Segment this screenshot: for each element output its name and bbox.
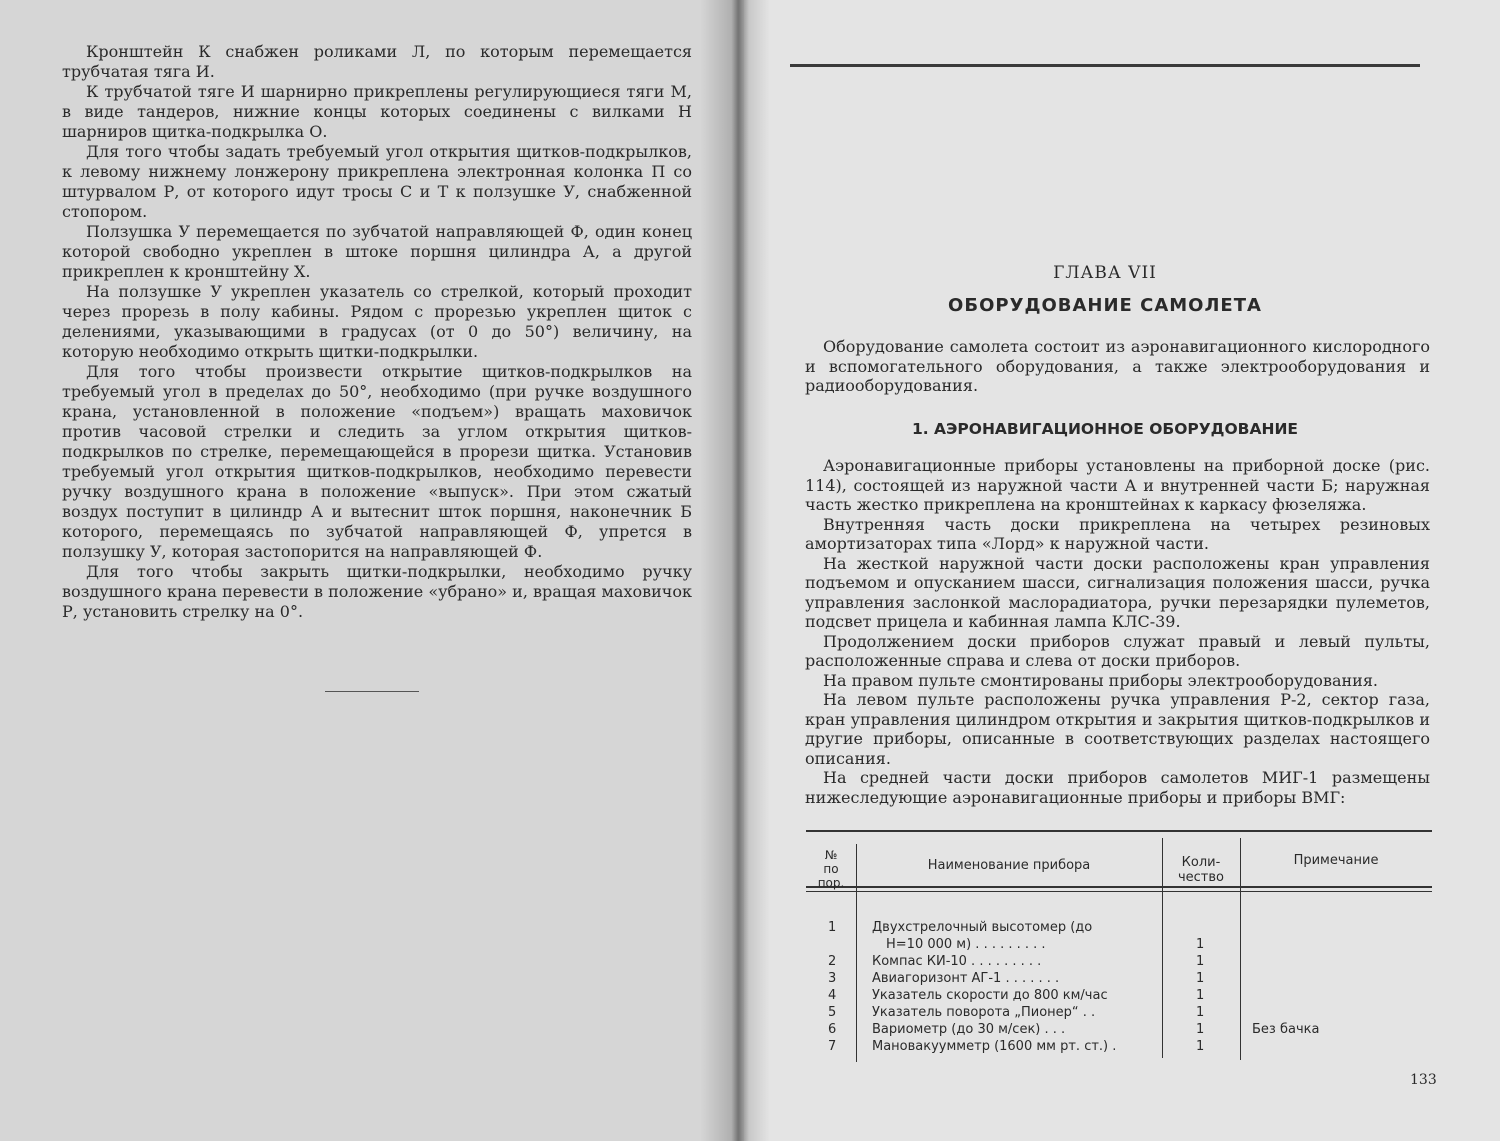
cell-number: 3 [828, 971, 837, 986]
cell-quantity: 1 [1196, 971, 1205, 986]
table-row [806, 971, 1432, 988]
left-page [0, 0, 738, 1141]
left-paragraph-3: Для того чтобы задать требуемый угол открытия щитков-подкрылков, к левому нижнему лонжерону прикреплена электронная колонка П со штурвалом Р, от которого идут тросы С и Т к ползушке У, снабженной стопором. [62, 142, 692, 221]
cell-number: 5 [828, 1005, 837, 1020]
right-paragraph-1: Аэронавигационные приборы установлены на приборной доске (рис. 114), состоящей из наружной части А и внутренней части Б; наружная часть жестко прикреплена на кронштейнах к каркасу фюзеляжа. [805, 456, 1430, 514]
section-end-divider [325, 691, 419, 692]
instrument-table [806, 830, 1432, 1062]
right-paragraph-4: Продолжением доски приборов служат правый и левый пульты, расположенные справа и слева от доски приборов. [805, 631, 1430, 670]
table-row [806, 1039, 1432, 1056]
cell-quantity: 1 [1196, 954, 1205, 969]
header-quantity [1162, 855, 1240, 885]
right-paragraph-6: На левом пульте расположены ручка управления Р-2, сектор газа, кран управления цилиндром открытия и закрытия щитков-подкрылков и другие приборы, описанные в соответствующих разделах настоящего описания. [805, 690, 1430, 768]
right-paragraph-2: Внутренняя часть доски прикреплена на четырех резиновых амортизаторах типа «Лорд» к наружной части. [805, 514, 1430, 553]
table-row [806, 1022, 1432, 1039]
cell-quantity: 1 [1196, 1022, 1205, 1037]
right-paragraph-3: На жесткой наружной части доски расположены кран управления подъемом и опусканием шасси, сигнализация положения шасси, ручка управления заслонкой маслорадиатора, ручки перезарядки пулеметов, подсвет прицела и кабинная лампа КЛС-39. [805, 553, 1430, 631]
cell-name: Компас КИ-10 . . . . . . . . . [872, 954, 1042, 969]
chapter-top-rule [790, 64, 1420, 67]
cell-number: 1 [828, 920, 837, 935]
right-paragraph-7: На средней части доски приборов самолетов МИГ-1 размещены нижеследующие аэронавигационные приборы и приборы ВМГ: [805, 768, 1430, 807]
cell-quantity: 1 [1196, 1005, 1205, 1020]
header-number-line: по [823, 862, 839, 876]
table-row [806, 920, 1432, 937]
left-paragraph-7: Для того чтобы закрыть щитки-подкрылки, необходимо ручку воздушного крана перевести в положение «убрано» и, вращая маховичок Р, установить стрелку на 0°. [62, 562, 692, 621]
left-paragraph-4: Ползушка У перемещается по зубчатой направляющей Ф, один конец которой свободно укреплен в штоке поршня цилиндра А, а другой прикреплен к кронштейну Х. [62, 222, 692, 281]
table-header-rule [806, 886, 1432, 888]
book-gutter-shadow [700, 0, 770, 1141]
header-number [806, 848, 856, 890]
cell-name: Указатель поворота „Пионер“ . . [872, 1005, 1096, 1020]
table-row [806, 954, 1432, 971]
left-paragraph-5: На ползушке У укреплен указатель со стрелкой, который проходит через прорезь в полу кабины. Рядом с прорезью укреплен щиток с делениями, указывающими в градусах (от 0 до 50°) величину, на которую необходимо открыть щитки-подкрылки. [62, 282, 692, 361]
cell-note: Без бачка [1252, 1022, 1320, 1037]
right-paragraph-5: На правом пульте смонтированы приборы электрооборудования. [823, 670, 1378, 690]
cell-number: 4 [828, 988, 837, 1003]
table-header-rule-2 [806, 891, 1432, 892]
chapter-label: ГЛАВА VII [1053, 263, 1157, 283]
header-note: Примечание [1293, 853, 1379, 868]
table-row [806, 988, 1432, 1005]
table-row [806, 937, 1432, 954]
right-page-text [805, 456, 1430, 807]
cell-name: Н=10 000 м) . . . . . . . . . [886, 937, 1046, 952]
header-quantity-line: Коли- [1181, 855, 1221, 870]
cell-name: Авиагоризонт АГ-1 . . . . . . . [872, 971, 1060, 986]
table-top-rule [806, 830, 1432, 832]
cell-number: 6 [828, 1022, 837, 1037]
cell-quantity: 1 [1196, 937, 1205, 952]
chapter-intro [805, 337, 1430, 396]
cell-quantity: 1 [1196, 1039, 1205, 1054]
header-quantity-line: чество [1177, 870, 1224, 885]
page-number: 133 [1410, 1072, 1437, 1088]
header-name: Наименование прибора [927, 858, 1091, 873]
section-title: 1. АЭРОНАВИГАЦИОННОЕ ОБОРУДОВАНИЕ [911, 420, 1299, 438]
cell-number: 7 [828, 1039, 837, 1054]
cell-name: Указатель скорости до 800 км/час [872, 988, 1108, 1003]
header-number-line: № [824, 848, 838, 862]
chapter-title: ОБОРУДОВАНИЕ САМОЛЕТА [948, 295, 1262, 316]
left-page-text [62, 42, 692, 622]
left-paragraph-6: Для того чтобы произвести открытие щитков-подкрылков на требуемый угол в пределах до 50°, необходимо (при ручке воздушного крана, установленной в положение «подъем») вращать маховичок против часовой стрелки и следить за углом открытия щитков-подкрылков по стрелке, перемещающейся в прорези щитка. Установив требуемый угол открытия щитков-подкрылков, необходимо перевести ручку воздушного крана в положение «выпуск». При этом сжатый воздух поступит в цилиндр А и вытеснит шток поршня, наконечник Б которого, перемещаясь по зубчатой направляющей Ф, упрется в ползушку У, которая застопорится на направляющей Ф. [62, 362, 692, 561]
cell-number: 2 [828, 954, 837, 969]
left-paragraph-1: Кронштейн К снабжен роликами Л, по которым перемещается трубчатая тяга И. [62, 42, 692, 81]
left-paragraph-2: К трубчатой тяге И шарнирно прикреплены регулирующиеся тяги М, в виде тандеров, нижние концы которых соединены с вилками Н шарниров щитка-подкрылка О. [62, 82, 692, 141]
cell-quantity: 1 [1196, 988, 1205, 1003]
header-number-line: пор. [817, 876, 845, 890]
cell-name: Мановакуумметр (1600 мм рт. ст.) . [872, 1039, 1117, 1054]
cell-name: Вариометр (до 30 м/сек) . . . [872, 1022, 1066, 1037]
cell-name: Двухстрелочный высотомер (до [872, 920, 1093, 935]
table-row [806, 1005, 1432, 1022]
intro-paragraph: Оборудование самолета состоит из аэронавигационного кислородного и вспомогательного оборудования, а также электрооборудования и радиооборудования. [805, 337, 1430, 395]
